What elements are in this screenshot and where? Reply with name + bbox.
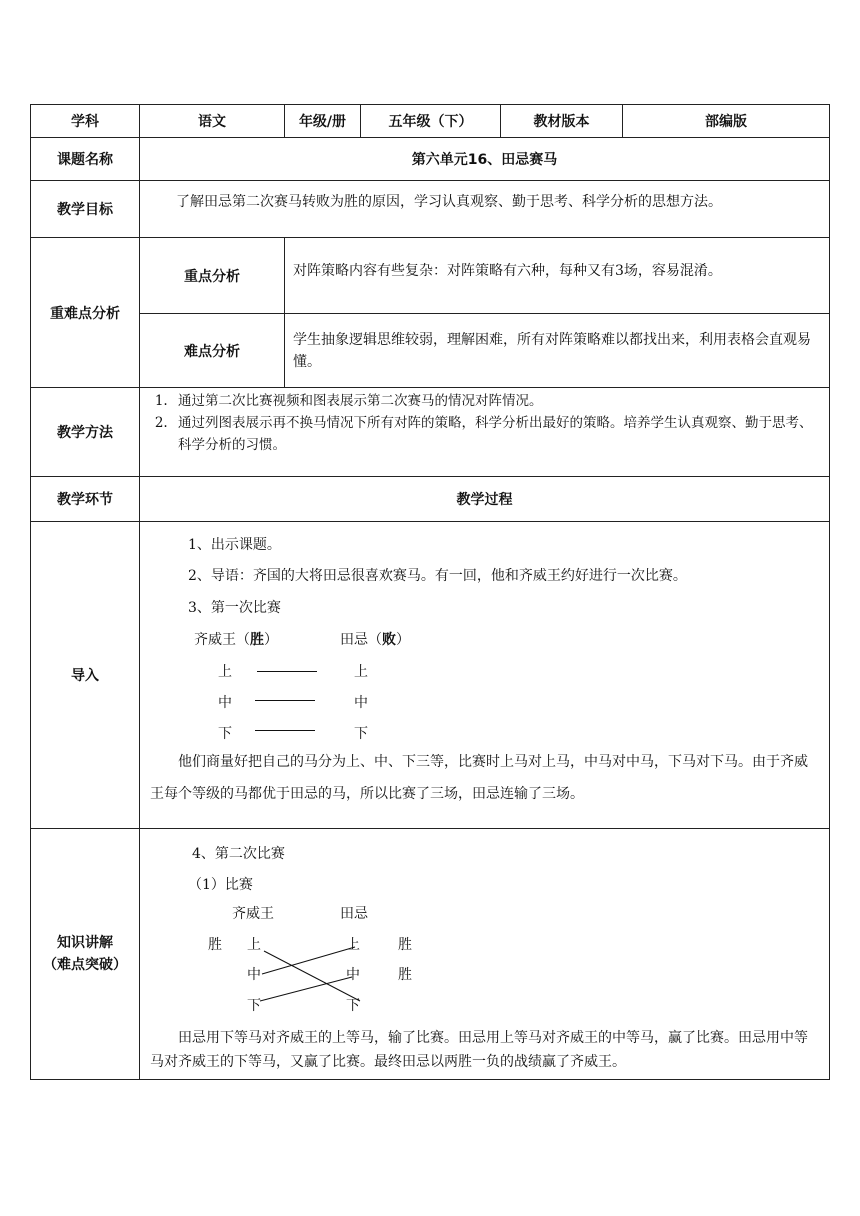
knowledge-content [140, 829, 829, 1079]
intro-content [140, 522, 829, 828]
knowledge-sub-1: （1）比赛 [188, 877, 253, 893]
intro-cell [140, 522, 830, 829]
process-header-row [31, 477, 830, 522]
lesson-plan-sheet [30, 104, 829, 1080]
goal-row [31, 181, 830, 238]
second-race-win-left: 胜 [208, 937, 222, 953]
second-race-left-top: 上 [247, 937, 261, 953]
second-race-right-mid: 中 [346, 967, 360, 983]
method-label: 教学方法 [31, 388, 140, 477]
first-race-left-team: 齐威王（胜） [194, 632, 278, 648]
edition-label: 教材版本 [501, 105, 623, 138]
grade-value: 五年级（下） [361, 105, 501, 138]
difficult-analysis-text: 学生抽象逻辑思维较弱，理解困难，所有对阵策略难以都找出来，利用表格会直观易懂。 [285, 314, 830, 388]
first-race-left-low: 下 [218, 726, 232, 742]
first-race-right-result: 败 [382, 632, 396, 648]
first-race-right-team: 田忌（败） [340, 632, 410, 648]
key-analysis-label: 重点分析 [140, 238, 285, 314]
first-race-line-top [257, 671, 317, 672]
method-item: 2. 通过列图表展示再不换马情况下所有对阵的策略，科学分析出最好的策略。培养学生认真观察、勤于思考、科学分析的习惯。 [172, 412, 821, 456]
subject-value: 语文 [140, 105, 285, 138]
first-race-left-result: 胜 [250, 632, 264, 648]
matchup-line-top-to-low [264, 951, 360, 1001]
lesson-title-value: 第六单元16、田忌赛马 [140, 138, 830, 181]
method-cell [140, 388, 830, 477]
first-race-line-low [255, 730, 315, 731]
second-race-right-low: 下 [346, 998, 360, 1014]
matchup-line-mid-to-top [262, 947, 355, 974]
difficult-analysis-label: 难点分析 [140, 314, 285, 388]
difficult-analysis-row [31, 314, 830, 388]
stage-label: 教学环节 [31, 477, 140, 522]
first-race-line-mid [255, 700, 315, 701]
analysis-label: 重难点分析 [31, 238, 140, 388]
goal-text: 了解田忌第二次赛马转败为胜的原因，学习认真观察、勤于思考、科学分析的思想方法。 [140, 181, 830, 238]
knowledge-label-line1: 知识讲解 [57, 935, 113, 951]
first-race-right-mid: 中 [354, 695, 368, 711]
knowledge-label [31, 829, 140, 1080]
intro-label: 导入 [31, 522, 140, 829]
matchup-line-low-to-mid [260, 977, 352, 1001]
first-race-right-top: 上 [354, 664, 368, 680]
second-race-right-top: 上 [346, 937, 360, 953]
lesson-title-label: 课题名称 [31, 138, 140, 181]
first-race-left-top: 上 [218, 664, 232, 680]
key-analysis-row [31, 238, 830, 314]
key-analysis-text: 对阵策略内容有些复杂：对阵策略有六种，每种又有3场，容易混淆。 [285, 238, 830, 314]
second-race-matchup-lines [140, 829, 440, 1029]
second-race-right-team: 田忌 [340, 906, 368, 922]
goal-label: 教学目标 [31, 181, 140, 238]
intro-row [31, 522, 830, 829]
lesson-title-row [31, 138, 830, 181]
intro-paragraph: 他们商量好把自己的马分为上、中、下三等，比赛时上马对上马，中马对中马，下马对下马。由于齐威王每个等级的马都优于田忌的马，所以比赛了三场，田忌连输了三场。 [150, 754, 808, 802]
method-item: 1. 通过第二次比赛视频和图表展示第二次赛马的情况对阵情况。 [172, 390, 821, 412]
edition-value: 部编版 [623, 105, 830, 138]
intro-step-3: 3、第一次比赛 [188, 600, 281, 616]
second-race-left-low: 下 [247, 998, 261, 1014]
process-label: 教学过程 [140, 477, 830, 522]
method-row [31, 388, 830, 477]
subject-label: 学科 [31, 105, 140, 138]
grade-label: 年级/册 [285, 105, 361, 138]
first-race-left-mid: 中 [218, 695, 232, 711]
header-row [31, 105, 830, 138]
first-race-right-low: 下 [354, 726, 368, 742]
knowledge-cell [140, 829, 830, 1080]
knowledge-step-4: 4、第二次比赛 [192, 846, 285, 862]
knowledge-row [31, 829, 830, 1080]
knowledge-paragraph: 田忌用下等马对齐威王的上等马，输了比赛。田忌用上等马对齐威王的中等马，赢了比赛。田忌用中等马对齐威王的下等马，又赢了比赛。最终田忌以两胜一负的战绩赢了齐威王。 [150, 1030, 808, 1070]
method-list [140, 390, 829, 456]
intro-step-2: 2、导语：齐国的大将田忌很喜欢赛马。有一回，他和齐威王约好进行一次比赛。 [188, 568, 687, 584]
second-race-left-mid: 中 [247, 967, 261, 983]
second-race-win-right-top: 胜 [398, 937, 412, 953]
second-race-win-right-mid: 胜 [398, 967, 412, 983]
knowledge-label-line2: （难点突破） [43, 957, 127, 973]
second-race-left-team: 齐威王 [232, 906, 274, 922]
lesson-plan-table [30, 104, 830, 1080]
intro-step-1: 1、出示课题。 [188, 537, 281, 553]
